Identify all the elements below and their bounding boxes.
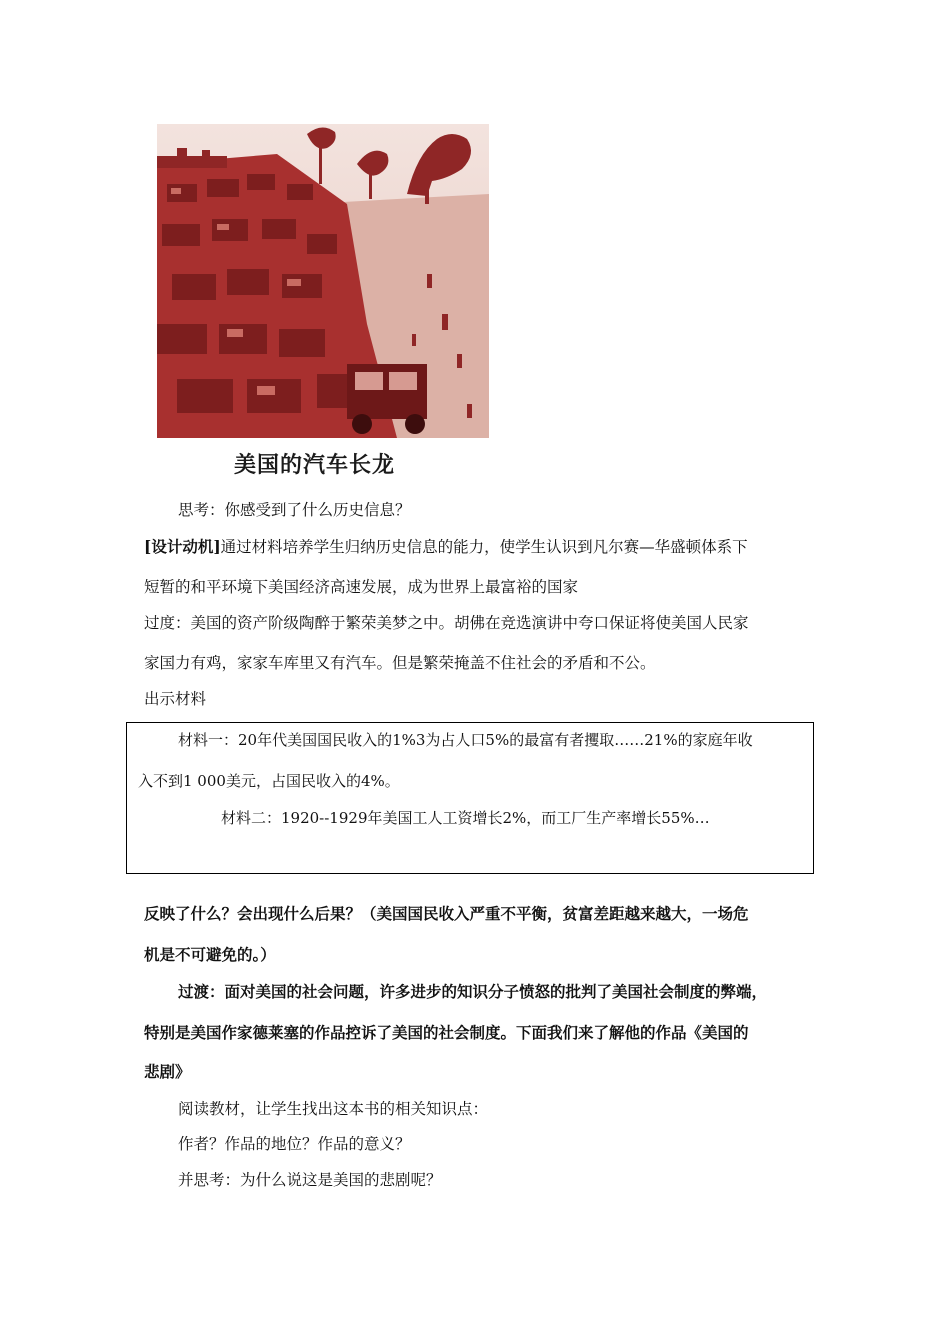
- material2: 材料二：1920--1929年美国工人工资增长2%，而工厂生产率增长55%…: [221, 809, 710, 827]
- transition2-line3: 悲剧》: [144, 1062, 191, 1081]
- figure-caption: 美国的汽车长龙: [234, 453, 396, 478]
- question-line2: 机是不可避免的。）: [144, 945, 276, 964]
- reading-line1: 阅读教材，让学生找出这本书的相关知识点：: [178, 1100, 489, 1118]
- reading-line3: 并思考：为什么说这是美国的悲剧呢？: [178, 1171, 442, 1189]
- vintage-cars-traffic-icon: [157, 124, 489, 438]
- transition2-line1: 过渡：面对美国的社会问题，许多进步的知识分子愤怒的批判了美国社会制度的弊端，: [178, 982, 768, 1001]
- question-line1: 反映了什么？会出现什么后果？（美国国民收入严重不平衡，贫富差距越来越大，一场危: [144, 904, 749, 923]
- design-motive-line2: 短暂的和平环境下美国经济高速发展，成为世界上最富裕的国家: [144, 578, 579, 596]
- material1-line1: 材料一：20年代美国国民收入的1%3为占人口5%的最富有者攫取……21%的家庭年收: [178, 731, 753, 749]
- show-material: 出示材料: [144, 690, 207, 708]
- think-question: 思考：你感受到了什么历史信息？: [178, 501, 411, 519]
- design-motive-text: 通过材料培养学生归纳历史信息的能力，使学生认识到凡尔赛—华盛顿体系下: [220, 538, 748, 556]
- transition1-line1: 过度：美国的资产阶级陶醉于繁荣美梦之中。胡佛在竞选演讲中夸口保证将使美国人民家: [144, 614, 749, 632]
- design-motive-line1: [144, 539, 748, 556]
- design-motive-tag: [设计动机]: [144, 537, 221, 556]
- material1-line2: 入不到1 000美元，占国民收入的4%。: [138, 772, 400, 790]
- transition2-line2: 特别是美国作家德莱塞的作品控诉了美国的社会制度。下面我们来了解他的作品《美国的: [144, 1023, 749, 1042]
- cars-photo: [157, 124, 489, 438]
- materials-box: [126, 722, 814, 874]
- reading-line2: 作者？作品的地位？作品的意义？: [178, 1135, 411, 1153]
- transition1-line2: 家国力有鸡，家家车库里又有汽车。但是繁荣掩盖不住社会的矛盾和不公。: [144, 654, 656, 672]
